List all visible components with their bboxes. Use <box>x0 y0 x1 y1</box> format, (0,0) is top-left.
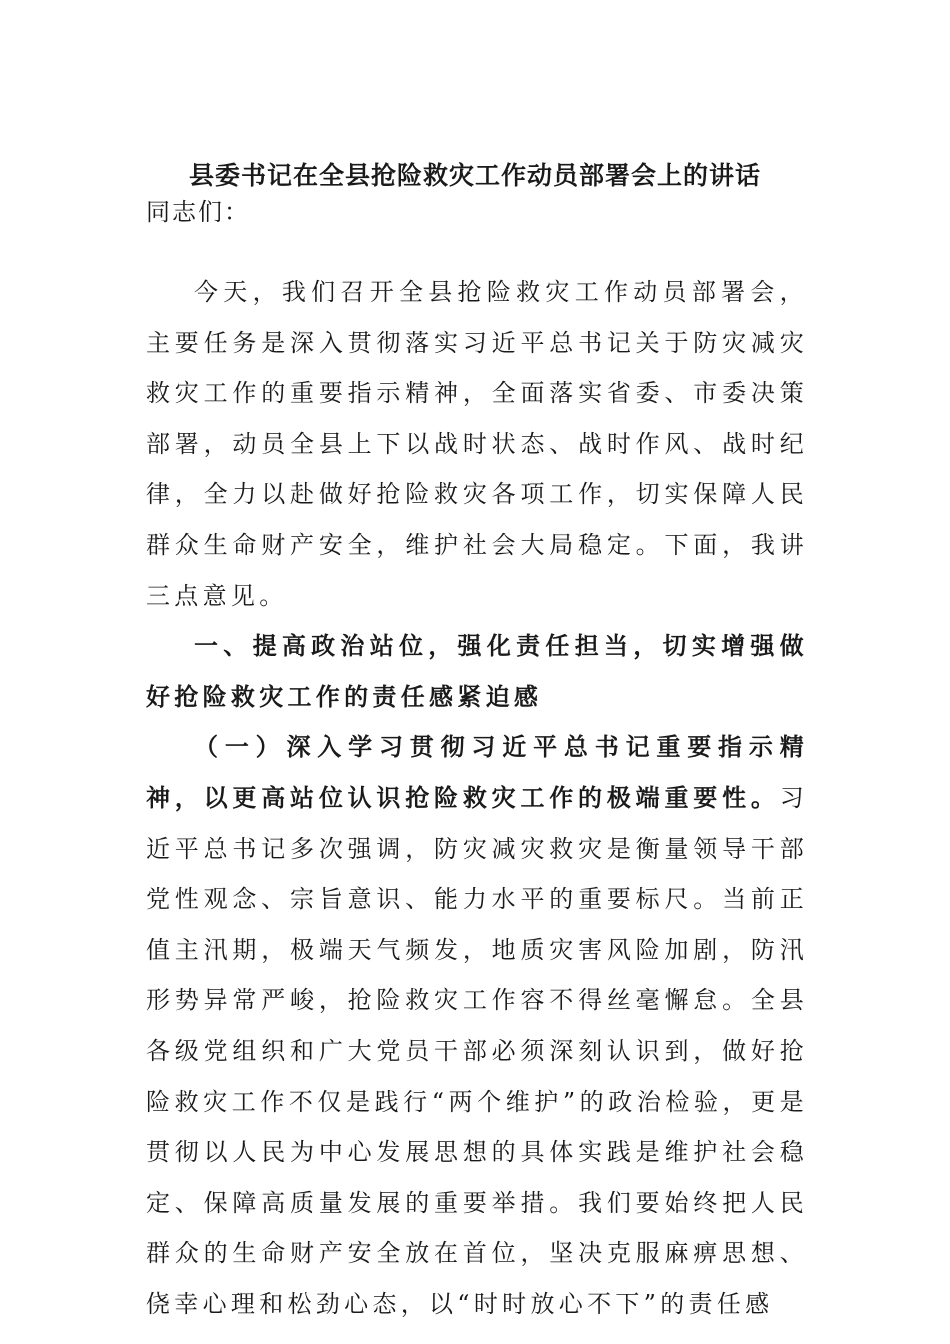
subsection-paragraph-1 <box>146 722 808 1329</box>
subsection-text-1: 习近平总书记多次强调，防灾减灾救灾是衡量领导干部党性观念、宗旨意识、能力水平的重要标尺。当前正值主汛期，极端天气频发，地质灾害风险加剧，防汛形势异常严峻，抢险救灾工作容不得丝毫懈怠。全县各级党组织和广大党员干部必须深刻认识到，做好抢险救灾工作不仅是践行“两个维护”的政治检验，更是贯彻以人民为中心发展思想的具体实践是维护社会稳定、保障高质量发展的重要举措。我们要始终把人民群众的生命财产安全放在首位，坚决克服麻痹思想、侥幸心理和松劲心态，以“时时放心不下”的责任感 <box>146 783 808 1318</box>
document-title: 县委书记在全县抢险救灾工作动员部署会上的讲话 <box>188 161 761 190</box>
intro-paragraph: 今天，我们召开全县抢险救灾工作动员部署会，主要任务是深入贯彻落实习近平总书记关于防灾减灾救灾工作的重要指示精神，全面落实省委、市委决策部署，动员全县上下以战时状态、战时作风、战时纪律，全力以赴做好抢险救灾各项工作，切实保障人民群众生命财产安全，维护社会大局稳定。下面，我讲三点意见。 <box>146 278 808 610</box>
salutation: 同志们： <box>146 198 250 226</box>
document-body <box>146 267 808 1329</box>
section-heading-1: 一、提高政治站位，强化责任担当，切实增强做好抢险救灾工作的责任感紧迫感 <box>146 631 808 711</box>
subsection-heading-1: （一）深入学习贯彻习近平总书记重要指示精神，以更高站位认识抢险救灾工作的极端重要性。 <box>146 732 808 812</box>
